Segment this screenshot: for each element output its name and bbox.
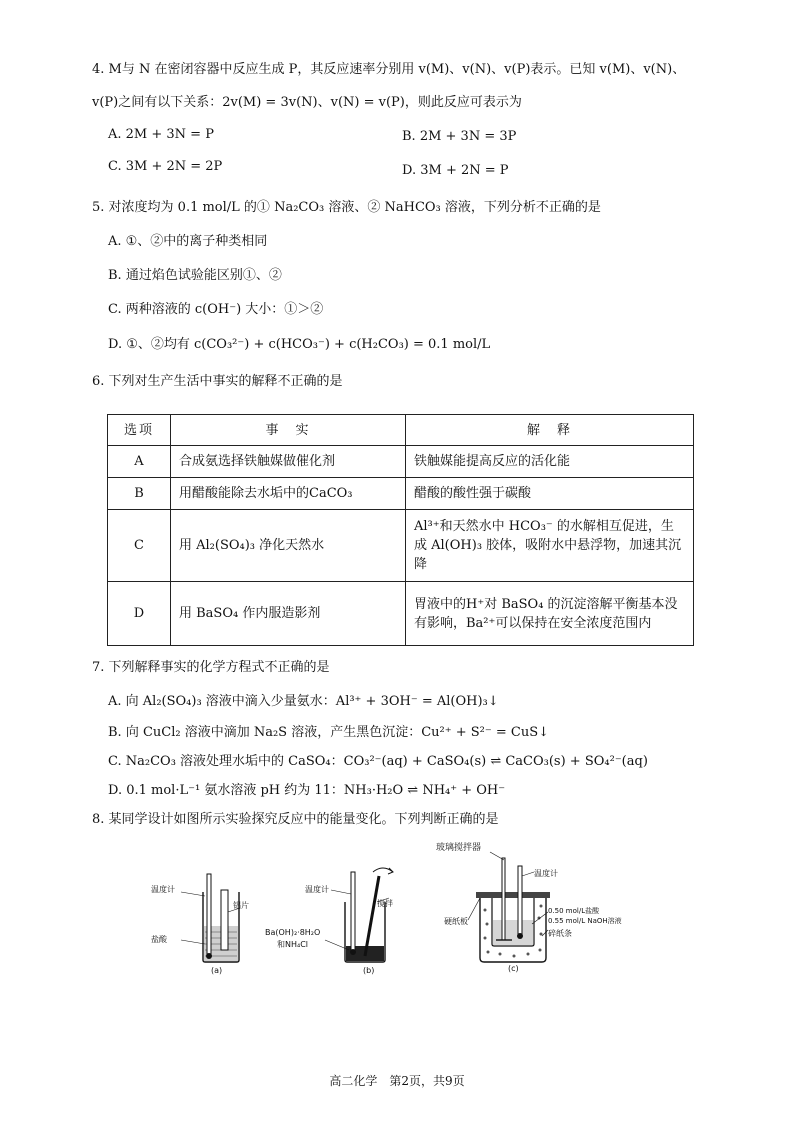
row-fact: 用 Al₂(SO₄)₃ 净化天然水 (171, 510, 406, 582)
figure-c (430, 840, 620, 980)
figure-a (145, 870, 255, 980)
figure-a-metal-label: 铝片 (233, 901, 249, 910)
row-option: C (108, 510, 171, 582)
q4-option-d: D. 3M + 2N = P (402, 163, 509, 178)
q4-stem-line2: v(P)之间有以下关系：2v(M) = 3v(N)、v(N) = v(P)，则此反应可表示为 (92, 95, 522, 110)
figure-b-reagent-label-1: Ba(OH)₂·8H₂O (265, 928, 321, 937)
figure-b (265, 862, 395, 980)
q6-stem: 6. 下列对生产生活中事实的解释不正确的是 (92, 374, 343, 389)
figure-c-stirrer-label: 玻璃搅拌器 (436, 843, 482, 853)
figure-b-caption: (b) (363, 966, 375, 975)
page-footer: 高二化学 第2页，共9页 (329, 1074, 465, 1088)
q4-stem-line1: 4. M与 N 在密闭容器中反应生成 P，其反应速率分别用 v(M)、v(N)、v(P)表示。已知 v(M)、v(N)、 (92, 62, 686, 77)
q8-stem: 8. 某同学设计如图所示实验探究反应中的能量变化。下列判断正确的是 (92, 812, 499, 827)
q5-option-c: C. 两种溶液的 c(OH⁻) 大小：①＞② (108, 302, 324, 317)
figure-c-thermometer-label: 温度计 (534, 869, 558, 878)
q4-option-c: C. 3M + 2N = 2P (108, 159, 223, 174)
table-row (108, 510, 694, 582)
table-row (108, 446, 694, 478)
q5-option-a: A. ①、②中的离子种类相同 (108, 234, 268, 249)
row-explain: Al³⁺和天然水中 HCO₃⁻ 的水解相互促进，生成 Al(OH)₃ 胶体，吸附水中悬浮物，加速其沉降 (406, 510, 694, 582)
q5-option-d: D. ①、②均有 c(CO₃²⁻) + c(HCO₃⁻) + c(H₂CO₃) = 0.1 mol/L (108, 337, 491, 352)
figure-c-paper-label: 碎纸条 (548, 929, 572, 938)
row-option: A (108, 446, 171, 478)
q7-stem: 7. 下列解释事实的化学方程式不正确的是 (92, 660, 330, 675)
row-explain: 胃液中的H⁺对 BaSO₄ 的沉淀溶解平衡基本没有影响，Ba²⁺可以保持在安全浓度范围内 (406, 582, 694, 646)
row-fact: 用 BaSO₄ 作内服造影剂 (171, 582, 406, 646)
row-option: D (108, 582, 171, 646)
q7-option-b: B. 向 CuCl₂ 溶液中滴加 Na₂S 溶液，产生黑色沉淀：Cu²⁺ + S²⁻ = CuS↓ (108, 725, 550, 740)
table-row (108, 582, 694, 646)
figure-c-board-label: 硬纸板 (444, 917, 468, 926)
row-explain: 醋酸的酸性强于碳酸 (406, 478, 694, 510)
figure-b-stir-label: 搅拌 (377, 899, 393, 908)
header-explain: 解 释 (406, 415, 694, 446)
row-fact: 用醋酸能除去水垢中的CaCO₃ (171, 478, 406, 510)
figure-b-reagent-label-2: 和NH₄Cl (277, 940, 309, 949)
figure-a-thermometer-label: 温度计 (151, 885, 175, 894)
figure-c-solution-label-1: 0.50 mol/L盐酸 (548, 907, 600, 915)
q5-stem: 5. 对浓度均为 0.1 mol/L 的① Na₂CO₃ 溶液、② NaHCO₃ 溶液，下列分析不正确的是 (92, 200, 601, 215)
q4-option-b: B. 2M + 3N = 3P (402, 129, 517, 144)
q4-option-a: A. 2M + 3N = P (108, 127, 214, 142)
row-option: B (108, 478, 171, 510)
figure-b-thermometer-label: 温度计 (305, 885, 329, 894)
q7-option-d: D. 0.1 mol·L⁻¹ 氨水溶液 pH 约为 11：NH₃·H₂O ⇌ NH₄⁺ + OH⁻ (108, 783, 506, 798)
figure-c-caption: (c) (508, 964, 519, 973)
row-explain: 铁触媒能提高反应的活化能 (406, 446, 694, 478)
q7-option-a: A. 向 Al₂(SO₄)₃ 溶液中滴入少量氨水：Al³⁺ + 3OH⁻ = Al(OH)₃↓ (108, 694, 499, 709)
table-row (108, 478, 694, 510)
q5-option-b: B. 通过焰色试验能区别①、② (108, 268, 282, 283)
q7-option-c: C. Na₂CO₃ 溶液处理水垢中的 CaSO₄：CO₃²⁻(aq) + CaSO₄(s) ⇌ CaCO₃(s) + SO₄²⁻(aq) (108, 754, 648, 769)
header-fact: 事 实 (171, 415, 406, 446)
figure-b-drawing (265, 862, 395, 980)
header-option: 选项 (108, 415, 171, 446)
figure-a-caption: (a) (211, 966, 223, 975)
row-fact: 合成氨选择铁触媒做催化剂 (171, 446, 406, 478)
table-header-row (108, 415, 694, 446)
figure-a-acid-label: 盐酸 (151, 935, 167, 944)
figure-c-solution-label-2: 0.55 mol/L NaOH溶液 (548, 917, 622, 925)
q6-facts-table (107, 414, 694, 646)
